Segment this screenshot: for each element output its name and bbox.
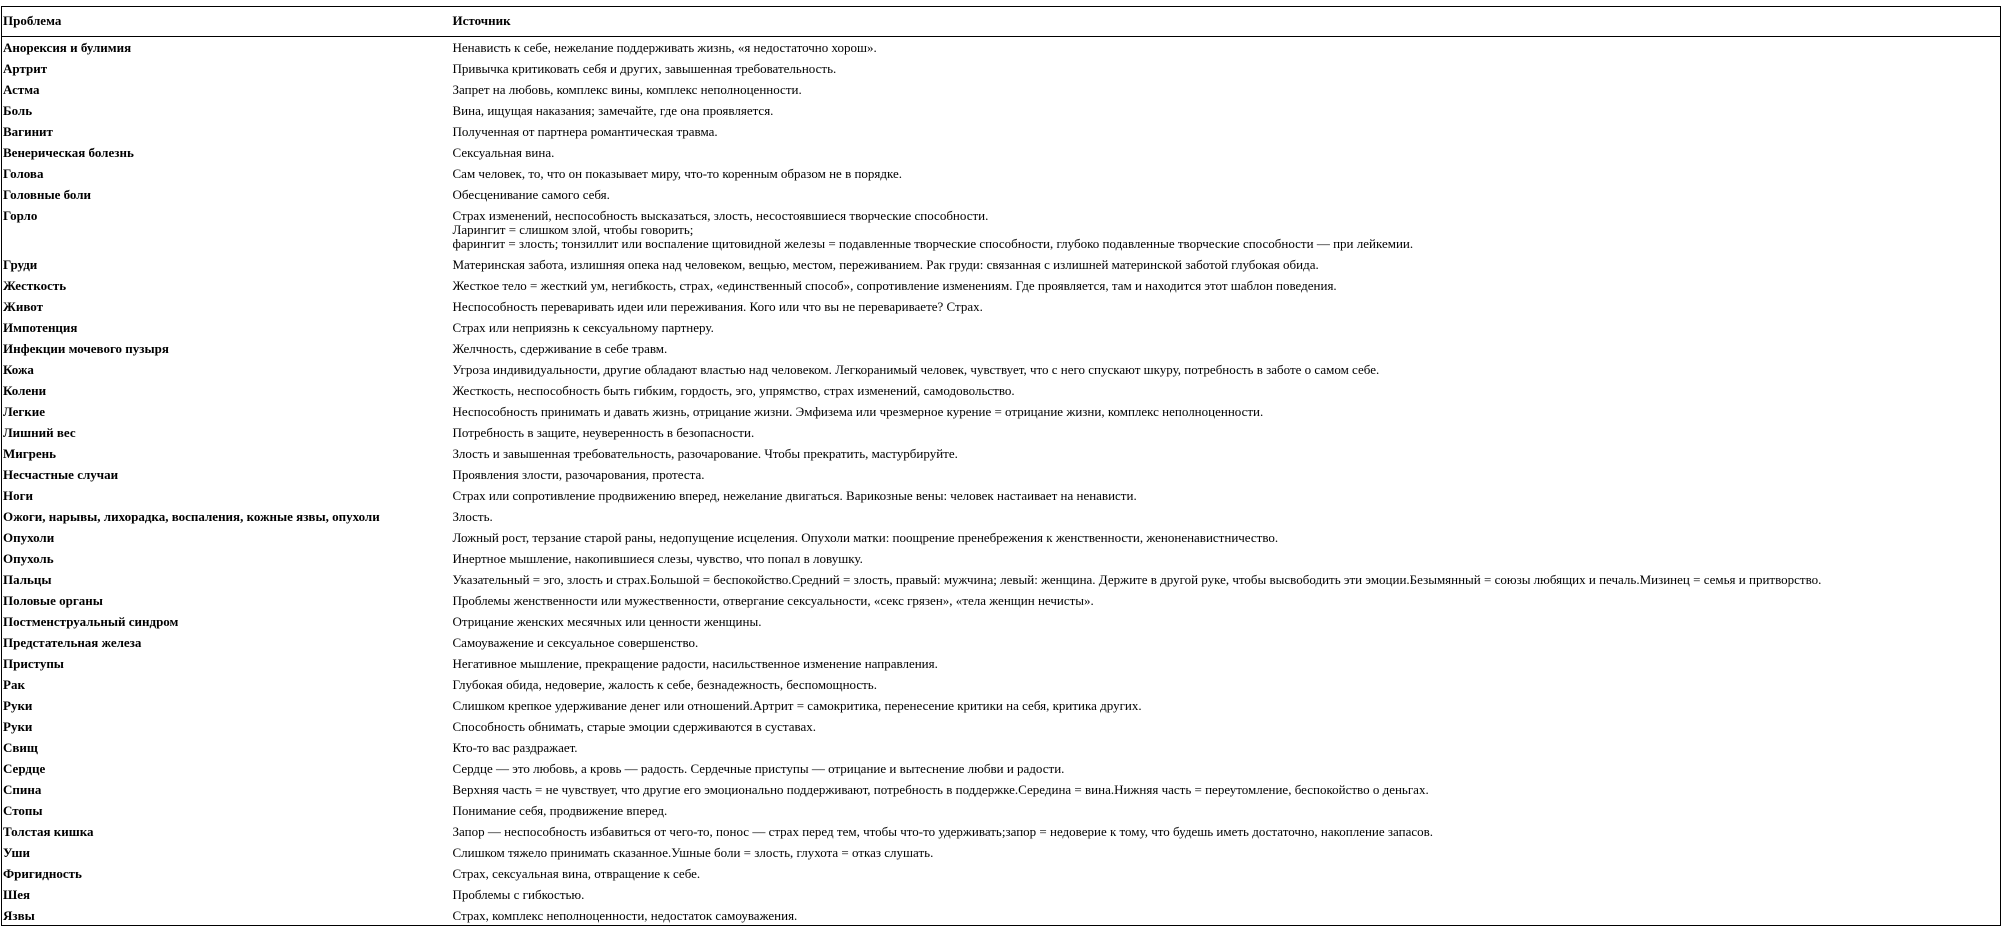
problem-cell: Ноги <box>3 487 34 503</box>
source-cell <box>452 317 2001 338</box>
source-cell <box>452 527 2001 548</box>
source-cell <box>452 58 2001 79</box>
table-row <box>2 716 2001 737</box>
source-cell <box>452 401 2001 422</box>
source-cell <box>452 590 2001 611</box>
source-cell <box>452 737 2001 758</box>
problem-cell: Половые органы <box>3 592 103 608</box>
problem-cell: Живот <box>3 298 43 314</box>
source-line: Инертное мышление, накопившиеся слезы, чувство, что попал в ловушку. <box>452 550 863 566</box>
table-row <box>2 37 2001 58</box>
source-line: Жесткость, неспособность быть гибким, гордость, эго, упрямство, страх изменений, самодовольство. <box>452 382 1015 398</box>
table-row <box>2 359 2001 380</box>
source-cell <box>452 611 2001 632</box>
source-line: Обесценивание самого себя. <box>452 186 610 202</box>
source-line: Понимание себя, продвижение вперед. <box>452 802 668 818</box>
problem-cell: Ожоги, нарывы, лихорадка, воспаления, кожные язвы, опухоли <box>3 508 380 524</box>
source-cell <box>452 380 2001 401</box>
table-row <box>2 695 2001 716</box>
problem-cell: Кожа <box>3 361 34 377</box>
problem-cell: Сердце <box>3 760 46 776</box>
source-line: Проблемы с гибкостью. <box>452 886 585 902</box>
source-cell <box>452 254 2001 275</box>
source-line: Неспособность принимать и давать жизнь, отрицание жизни. Эмфизема или чрезмерное курение = отрицание жизни, комплекс неполноценности. <box>452 403 1264 419</box>
problem-cell: Венерическая болезнь <box>3 144 134 160</box>
table-row <box>2 821 2001 842</box>
source-line: Слишком крепкое удерживание денег или отношений.Артрит = самокритика, перенесение критики на себя, критика других. <box>452 697 1142 713</box>
source-line: Самоуважение и сексуальное совершенство. <box>452 634 699 650</box>
source-line: Страх, комплекс неполноценности, недостаток самоуважения. <box>452 907 798 923</box>
table-row <box>2 380 2001 401</box>
table-row <box>2 58 2001 79</box>
source-line: Страх или неприязнь к сексуальному партнеру. <box>452 319 714 335</box>
source-cell <box>452 121 2001 142</box>
source-line: Ларингит = слишком злой, чтобы говорить; <box>452 221 694 237</box>
problem-cell: Астма <box>3 81 40 97</box>
source-cell <box>452 100 2001 121</box>
source-line: Верхняя часть = не чувствует, что другие его эмоционально поддерживают, потребность в поддержке.Середина = вина.Нижняя часть = переутомление, беспокойство о деньгах. <box>452 781 1429 797</box>
table-row <box>2 401 2001 422</box>
source-line: Полученная от партнера романтическая травма. <box>452 123 718 139</box>
source-line: Способность обнимать, старые эмоции сдерживаются в суставах. <box>452 718 816 734</box>
source-cell <box>452 653 2001 674</box>
table-body <box>2 37 2001 926</box>
table-row <box>2 184 2001 205</box>
source-line: Указательный = эго, злость и страх.Большой = беспокойство.Средний = злость, правый: мужчина; левый: женщина. Держите в другой руке, чтобы высвободить эти эмоции.Безымянный = союзы любящих и печаль.Мизинец = семья и притворство. <box>452 571 1822 587</box>
problem-cell: Язвы <box>3 907 35 923</box>
table-row <box>2 611 2001 632</box>
table-row <box>2 569 2001 590</box>
problem-cell: Инфекции мочевого пузыря <box>3 340 169 356</box>
table-row <box>2 758 2001 779</box>
table-row <box>2 464 2001 485</box>
source-cell <box>452 443 2001 464</box>
source-line: Страх изменений, неспособность высказаться, злость, несостоявшиеся творческие способности. <box>452 207 989 223</box>
source-line: Сердце — это любовь, а кровь — радость. Сердечные приступы — отрицание и вытеснение любви и радости. <box>452 760 1065 776</box>
source-cell <box>452 758 2001 779</box>
problem-cell: Пальцы <box>3 571 52 587</box>
table-row <box>2 338 2001 359</box>
problem-cell: Предстательная железа <box>3 634 142 650</box>
source-line: Кто-то вас раздражает. <box>452 739 578 755</box>
source-line: Запор — неспособность избавиться от чего-то, понос — страх перед тем, чтобы что-то удерживать;запор = недоверие к тому, что будешь иметь достаточно, накопление запасов. <box>452 823 1434 839</box>
source-cell <box>452 800 2001 821</box>
source-line: Вина, ищущая наказания; замечайте, где она проявляется. <box>452 102 774 118</box>
source-line: фарингит = злость; тонзиллит или воспаление щитовидной железы = подавленные творческие способности, глубоко подавленные творческие способности — при лейкемии. <box>452 235 1414 251</box>
source-cell <box>452 716 2001 737</box>
source-cell <box>452 884 2001 905</box>
source-cell <box>452 163 2001 184</box>
source-cell <box>452 275 2001 296</box>
source-line: Проявления злости, разочарования, протеста. <box>452 466 705 482</box>
source-line: Ненависть к себе, нежелание поддерживать жизнь, «я недостаточно хорош». <box>452 40 877 55</box>
source-line: Сам человек, то, что он показывает миру, что-то коренным образом не в порядке. <box>452 165 903 181</box>
source-cell <box>452 142 2001 163</box>
problem-cell: Рак <box>3 676 25 692</box>
source-cell <box>452 422 2001 443</box>
source-line: Злость и завышенная требовательность, разочарование. Чтобы прекратить, мастурбируйте. <box>452 445 958 461</box>
table-row <box>2 905 2001 926</box>
source-line: Запрет на любовь, комплекс вины, комплекс неполноценности. <box>452 81 802 97</box>
problem-cell: Головные боли <box>3 186 92 202</box>
source-line: Ложный рост, терзание старой раны, недопущение исцеления. Опухоли матки: поощрение пренебрежения к женственности, женоненавистничество. <box>452 529 1279 545</box>
problem-cell: Спина <box>3 781 42 797</box>
problem-cell: Стопы <box>3 802 43 818</box>
table-row <box>2 79 2001 100</box>
table-row <box>2 205 2001 254</box>
table-row <box>2 296 2001 317</box>
problem-cell: Фригидность <box>3 865 82 881</box>
problem-cell: Вагинит <box>3 123 53 139</box>
problem-cell: Шея <box>3 886 31 902</box>
source-line: Сексуальная вина. <box>452 144 555 160</box>
table-row <box>2 443 2001 464</box>
table-row <box>2 142 2001 163</box>
table-row <box>2 674 2001 695</box>
source-line: Желчность, сдерживание в себе травм. <box>452 340 668 356</box>
source-cell <box>452 695 2001 716</box>
problem-cell: Свищ <box>3 739 38 755</box>
source-line: Слишком тяжело принимать сказанное.Ушные боли = злость, глухота = отказ слушать. <box>452 844 934 860</box>
table-row <box>2 800 2001 821</box>
problem-cell: Лишний вес <box>3 424 76 440</box>
table-row <box>2 275 2001 296</box>
problem-cell: Руки <box>3 718 33 734</box>
source-cell <box>452 548 2001 569</box>
source-cell <box>452 569 2001 590</box>
source-line: Неспособность переваривать идеи или переживания. Кого или что вы не перевариваете? Страх. <box>452 298 983 314</box>
source-line: Страх или сопротивление продвижению вперед, нежелание двигаться. Варикозные вены: человек настаивает на ненависти. <box>452 487 1137 503</box>
source-cell <box>452 506 2001 527</box>
source-cell <box>452 464 2001 485</box>
table-row <box>2 863 2001 884</box>
source-line: Глубокая обида, недоверие, жалость к себе, безнадежность, беспомощность. <box>452 676 877 692</box>
problems-table <box>1 6 2001 926</box>
source-cell <box>452 338 2001 359</box>
table-row <box>2 842 2001 863</box>
table-row <box>2 485 2001 506</box>
problem-cell: Колени <box>3 382 47 398</box>
source-line: Негативное мышление, прекращение радости, насильственное изменение направления. <box>452 655 938 671</box>
table-row <box>2 527 2001 548</box>
source-cell <box>452 632 2001 653</box>
problem-cell: Боль <box>3 102 33 118</box>
table-row <box>2 100 2001 121</box>
problem-cell: Уши <box>3 844 30 860</box>
header-problem: Проблема <box>2 7 452 37</box>
table-row <box>2 163 2001 184</box>
problem-cell: Жесткость <box>3 277 67 293</box>
source-line: Угроза индивидуальности, другие обладают властью над человеком. Легкоранимый человек, чувствует, что с него спускают шкуру, потребность в заботе о самом себе. <box>452 361 1380 377</box>
source-line: Злость. <box>452 508 493 524</box>
table-row <box>2 422 2001 443</box>
source-cell <box>452 79 2001 100</box>
source-cell <box>452 674 2001 695</box>
problem-cell: Импотенция <box>3 319 78 335</box>
table-header-row <box>2 7 2001 37</box>
source-line: Жесткое тело = жесткий ум, негибкость, страх, «единственный способ», сопротивление изменениям. Где проявляется, там и находится этот шаблон поведения. <box>452 277 1337 293</box>
source-cell <box>452 184 2001 205</box>
problem-cell: Опухоли <box>3 529 55 545</box>
problem-cell: Артрит <box>3 60 48 76</box>
table-row <box>2 632 2001 653</box>
table-row <box>2 548 2001 569</box>
header-source: Источник <box>452 7 2001 37</box>
problem-cell: Несчастные случаи <box>3 466 119 482</box>
problem-cell: Руки <box>3 697 33 713</box>
problem-cell: Постменструальный синдром <box>3 613 179 629</box>
table-row <box>2 506 2001 527</box>
problem-cell: Приступы <box>3 655 64 671</box>
source-cell <box>452 863 2001 884</box>
problem-cell: Мигрень <box>3 445 57 461</box>
table-row <box>2 653 2001 674</box>
source-line: Отрицание женских месячных или ценности женщины. <box>452 613 762 629</box>
table-row <box>2 737 2001 758</box>
source-cell <box>452 485 2001 506</box>
source-line: Страх, сексуальная вина, отвращение к себе. <box>452 865 701 881</box>
problem-cell: Груди <box>3 256 38 272</box>
source-cell <box>452 205 2001 254</box>
problem-cell: Легкие <box>3 403 46 419</box>
table-row <box>2 254 2001 275</box>
problem-cell: Голова <box>3 165 44 181</box>
table-row <box>2 779 2001 800</box>
source-cell <box>452 779 2001 800</box>
problem-cell: Анорексия и булимия <box>3 40 132 55</box>
source-line: Материнская забота, излишняя опека над человеком, вещью, местом, переживанием. Рак груди: связанная с излишней материнской заботой глубокая обида. <box>452 256 1319 272</box>
source-cell <box>452 37 2001 58</box>
source-cell <box>452 821 2001 842</box>
source-cell <box>452 842 2001 863</box>
table-row <box>2 884 2001 905</box>
source-cell <box>452 905 2001 926</box>
source-cell <box>452 359 2001 380</box>
source-cell <box>452 296 2001 317</box>
source-line: Проблемы женственности или мужественности, отвергание сексуальности, «секс грязен», «тела женщин нечисты». <box>452 592 1094 608</box>
table-row <box>2 121 2001 142</box>
problem-cell: Горло <box>3 207 38 223</box>
table-row <box>2 590 2001 611</box>
problem-cell: Опухоль <box>3 550 54 566</box>
problem-cell: Толстая кишка <box>3 823 94 839</box>
source-line: Привычка критиковать себя и других, завышенная требовательность. <box>452 60 837 76</box>
table-row <box>2 317 2001 338</box>
source-line: Потребность в защите, неуверенность в безопасности. <box>452 424 755 440</box>
